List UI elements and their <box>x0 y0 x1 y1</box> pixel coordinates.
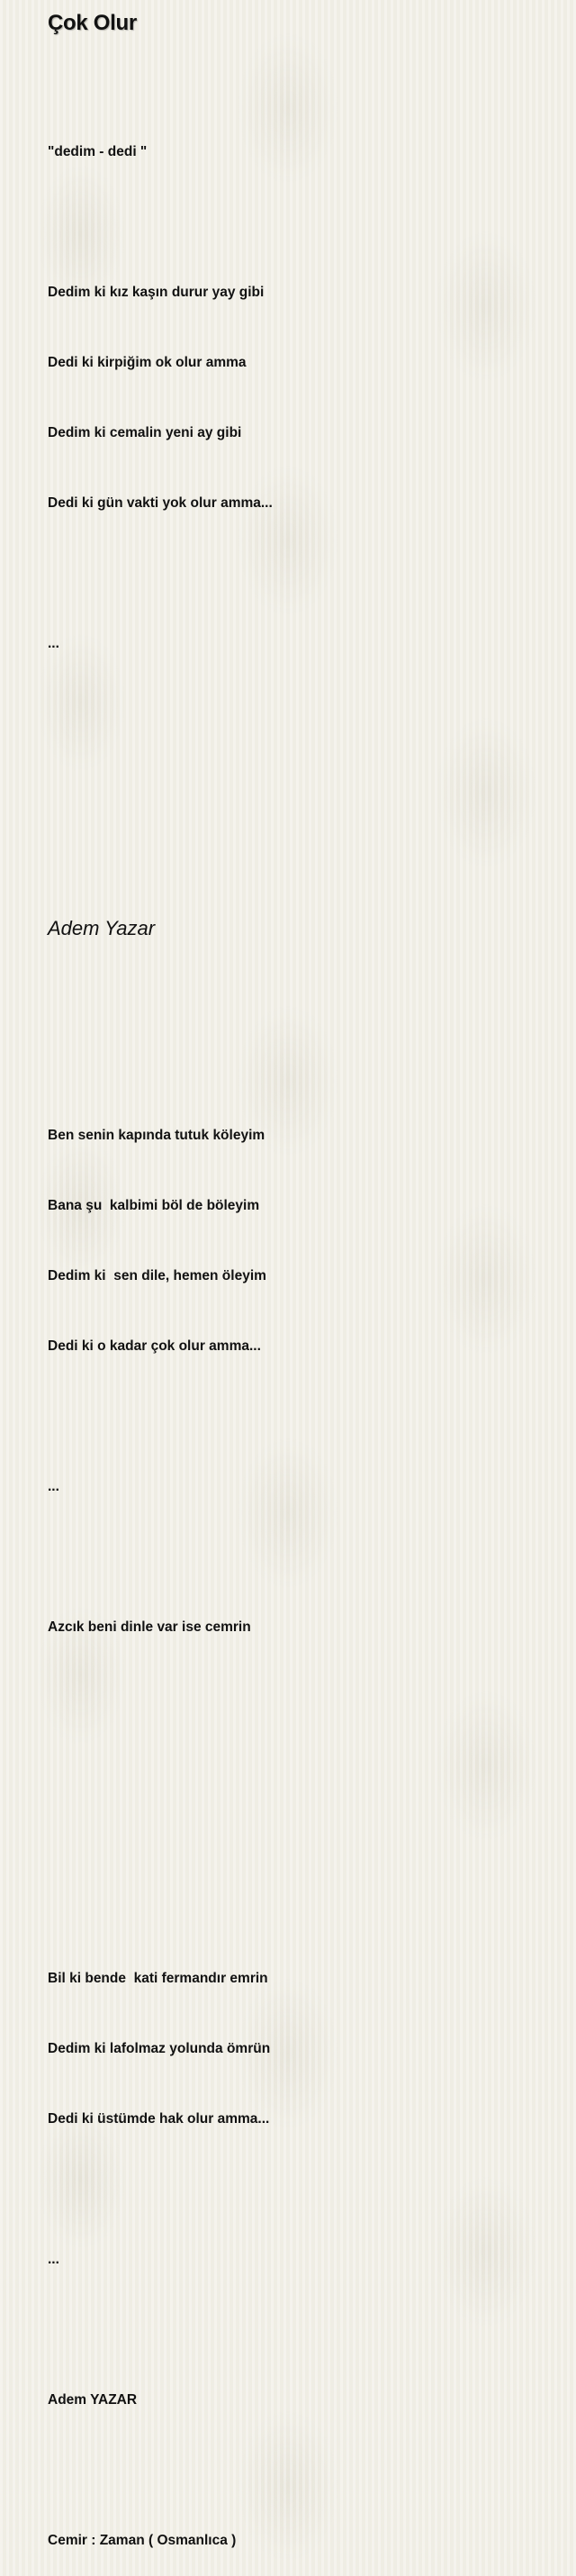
poem-line <box>48 703 273 726</box>
poem-line: Dedim ki cemalin yeni ay gibi <box>48 425 242 440</box>
poem-line: Dedim ki lafolmaz yolunda ömrün <box>48 2041 271 2056</box>
poem-body <box>48 94 273 2576</box>
poem-line <box>48 773 273 796</box>
poem-line <box>48 562 273 585</box>
poem-line: Ben senin kapında tutuk köleyim <box>48 1128 266 1143</box>
poem-line <box>48 1405 273 1429</box>
poem-line: Bil ki bende kati fermandır emrin <box>48 1971 268 1986</box>
poem-line: Dedi ki kirpiğim ok olur amma <box>48 355 247 370</box>
poem-line <box>48 984 273 1007</box>
poem-line: Azcık beni dinle var ise cemrin <box>48 1619 251 1635</box>
poem-line: Bana şu kalbimi böl de böleyim <box>48 1198 260 1213</box>
poem-line: ... <box>48 636 59 651</box>
poem-line <box>48 1054 273 1077</box>
author-signature: Adem Yazar <box>48 917 156 939</box>
poem-line <box>48 1756 273 1780</box>
poem-line: ... <box>48 1479 59 1494</box>
poem-line <box>48 1546 273 1569</box>
poem-line <box>48 2318 273 2342</box>
poem-line: Dedi ki o kadar çok olur amma... <box>48 1338 261 1354</box>
poem-line: Cemir : Zaman ( Osmanlıca ) <box>48 2533 237 2548</box>
poem-title: Çok Olur <box>48 11 137 35</box>
poem-line <box>48 843 273 866</box>
poem-line <box>48 211 273 234</box>
poem-line: "dedim - dedi " <box>48 144 148 159</box>
poem-line <box>48 1827 273 1850</box>
poem-line <box>48 1686 273 1710</box>
poem-line: Dedim ki kız kaşın durur yay gibi <box>48 285 265 300</box>
poem-line <box>48 1897 273 1920</box>
poem-line <box>48 2459 273 2482</box>
poem-line <box>48 2178 273 2201</box>
poem-line: Dedi ki üstümde hak olur amma... <box>48 2111 270 2127</box>
poem-line: Dedim ki sen dile, hemen öleyim <box>48 1268 266 1283</box>
poem-line: Dedi ki gün vakti yok olur amma... <box>48 495 273 511</box>
poem-line: Adem YAZAR <box>48 2392 138 2408</box>
poem-line: ... <box>48 2252 59 2267</box>
